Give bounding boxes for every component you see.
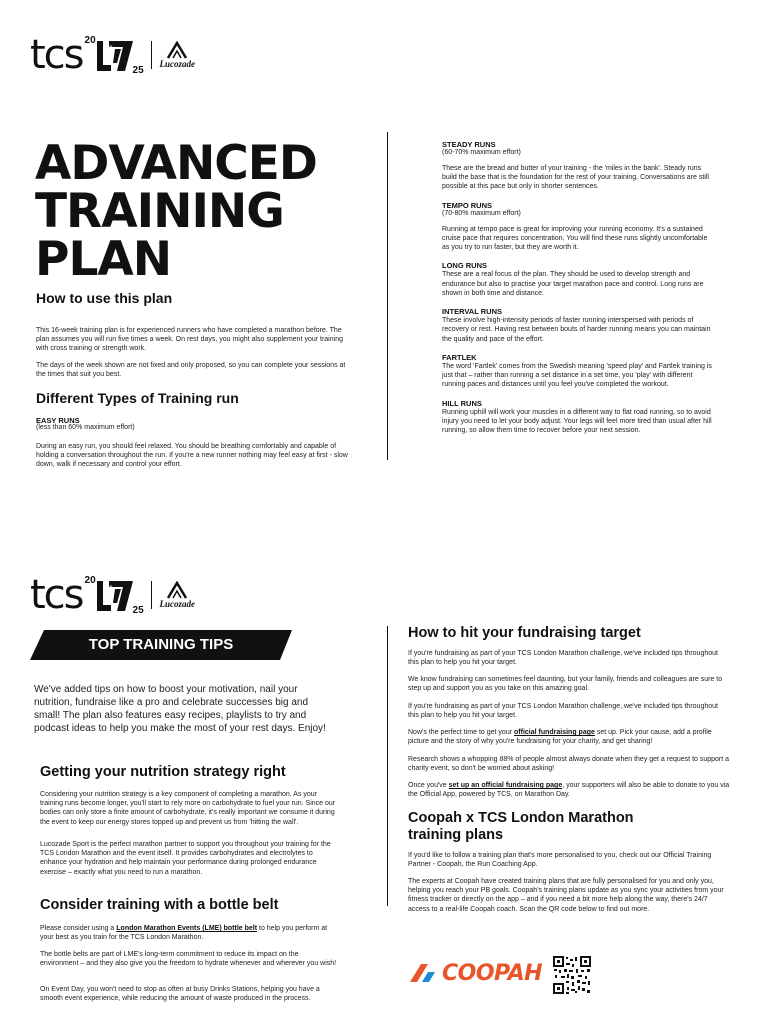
run-type [442,140,714,192]
run-type-title: FARTLEK [442,352,477,362]
lm-logo-icon [95,579,135,613]
run-type-title: HILL RUNS [442,398,482,408]
qr-code-icon[interactable] [552,955,592,995]
run-type [442,353,714,390]
run-type-description: The word 'Fartlek' comes from the Swedish meaning 'speed play' and Fartlek training is just that – rather than running a set distance in a set time, you 'play' with different running paces and distances until you feel you've completed the workout. [442,362,712,389]
london-marathon-mark: 20 TCS 25 [84,575,144,616]
run-type [442,307,714,344]
coopah-paragraph: The experts at Coopah have created training plans that are fully personalised for you and only you, helping you reach your PB goals. Coopah's training plans update as you sync your activities from your fitness tracker or directly on the app – and if you need a bit more help along the way, there's 24/7 access to a real-life Coopah coach. Scan the QR code below to find out more. [408,878,724,913]
run-type-title: STEADY RUNS [442,140,496,149]
column-divider [387,626,388,906]
bottle-belt-paragraph: The bottle belts are part of LME's long-term commitment to reduce its impact on the environment – and they also give you the freedom to hydrate whenever and wherever you wish! [40,951,337,968]
nutrition-heading: Getting your nutrition strategy right [40,764,286,780]
coopah-icon [408,960,440,986]
lucozade-icon [166,581,188,599]
run-type-effort: (less than 60% maximum effort) [36,424,135,431]
nutrition-paragraph: Lucozade Sport is the perfect marathon partner to support you throughout your training for the TCS London Marathon and the event itself. It provides carbohydrates and electrolytes to enhance your hydration and help maintain your performance during prolonged endurance exercise – exactly what you need to run a marathon. [40,841,331,876]
run-type-description: These are a real focus of the plan. They should be used to develop strength and endurance but also to practise your target marathon pace and control. Long runs are shown in both time and distance. [442,271,704,297]
run-types-list [442,140,714,435]
logo-divider [151,581,152,609]
run-type-title: TEMPO RUNS [442,200,493,210]
page-title: ADVANCED TRAINING PLAN [35,136,317,287]
fundraising-paragraph: Now's the perfect time to get your official fundraising page set up. Pick your cause, add a profile picture and the story of why you're fundraising for your charity, and get sharing! [408,729,712,746]
run-type-description: These involve high-intensity periods of faster running interspersed with periods of recovery or rest. Having rest between bouts of harder running means you can maintain the quality and pace of the effort. [442,317,711,343]
run-type-title: EASY RUNS [36,416,80,425]
run-type-title: INTERVAL RUNS [442,307,503,317]
run-type [442,399,714,436]
how-to-use-heading: How to use this plan [36,290,173,306]
run-type-description: These are the bread and butter of your training - the 'miles in the bank'. Steady runs build the base that is the foundation for the rest of your training. Conversations are still possible at this pace but only in shorter sentences. [442,165,709,191]
fundraising-paragraph: If you're fundraising as part of your TCS London Marathon challenge, we've included tips throughout this plan to help you hit your target. [408,650,718,667]
bottle-belt-link[interactable]: London Marathon Events (LME) bottle belt [116,925,258,932]
run-type-effort: (70-80% maximum effort) [442,209,521,217]
logo-divider [151,41,152,69]
lucozade-logo: Lucozade [160,581,196,609]
column-divider [387,132,388,460]
run-type-effort: (60-70% maximum effort) [442,149,521,156]
tcs-logo: tcs [30,572,83,618]
coopah-paragraph: If you'd like to follow a training plan that's more personalised to you, check out our Official Training Partner - Coopah, the Run Coaching App. [408,852,712,869]
tips-banner-title: TOP TRAINING TIPS [88,636,234,653]
fundraising-heading: How to hit your fundraising target [408,625,641,641]
run-type-description: Running at tempo pace is great for improving your running economy. It's a sustained cruise pace that requires concentration. You will find these runs slightly uncomfortable as you try to run faster, but they are worth it. [442,225,708,252]
fundraising-paragraph: Research shows a whopping 88% of people almost always donate when they get a request to support a charity event, so don't be worried about asking! [408,756,730,773]
run-type-description: During an easy run, you should feel relaxed. You should be breathing comfortably and capable of holding a conversation throughout the run. If you're a new runner nothing may feel easy at first - slow down, walk if necessary and control your effort. [36,443,348,469]
lm-logo-icon [95,39,135,73]
tcs-logo: tcs [30,32,83,78]
run-type [442,261,714,298]
brand-logo [30,32,195,78]
bottle-belt-heading: Consider training with a bottle belt [40,897,279,913]
types-heading: Different Types of Training run [36,390,239,406]
how-to-use-paragraph: This 16-week training plan is for experienced runners who have completed a marathon before. The plan assumes you will run five times a week. On rest days, you might also supplement your training with cross training or strength work. [36,327,343,353]
run-type-description: Running uphill will work your muscles in a different way to flat road running, so to avoid injury you need to let your body adjust. Your legs will feel more tired than usual after hill running, so allow them time to recover before your next session. [442,408,712,434]
bottle-belt-paragraph: Please consider using a London Marathon Events (LME) bottle belt to help you perform at your best as you train for the TCS London Marathon. [40,925,328,942]
bottle-belt-paragraph: On Event Day, you won't need to stop as often at busy Drinks Stations, helping you have a smooth event experience, while reducing the amount of waste produced in the process. [40,986,320,1003]
how-to-use-paragraph: The days of the week shown are not fixed and only proposed, so you can complete your sessions at the times that suit you best. [36,362,346,379]
coopah-logo: COOPAH [408,960,542,986]
brand-logo [30,572,195,618]
tips-intro: We've added tips on how to boost your motivation, nail your nutrition, fundraise like a pro and celebrate successes big and small! The plan also features easy recipes, playlists to try and podcast ideas to help you make the most of your rest days. Enjoy! [34,684,326,734]
coopah-heading: Coopah x TCS London Marathon training plans [408,810,634,844]
nutrition-paragraph: Considering your nutrition strategy is a key component of completing a marathon. As your training runs become longer, you'll start to rely more on carbohydrate to fuel your run. Since our bodies can only store a finite amount of carbohydrate, it's really important we consume it during the event to keep our energy stores topped up and prevent us from 'hitting the wall'. [40,791,336,826]
fundraising-paragraph: Once you've set up an official fundraising page, your supporters will also be able to donate to you via the Official App, powered by TCS, on Marathon Day. [408,782,730,799]
run-type [442,201,714,253]
fundraising-paragraph: We know fundraising can sometimes feel daunting, but your family, friends and colleagues are sure to step up and support you as you take on this amazing goal. [408,676,723,693]
run-type-title: LONG RUNS [442,261,487,271]
lucozade-icon [166,41,188,59]
lucozade-logo: Lucozade [160,41,196,69]
fundraising-paragraph: If you're fundraising as part of your TCS London Marathon challenge, we've included tips throughout this plan to help you hit your target. [408,703,718,720]
official-fundraising-page-link[interactable]: official fundraising page [514,729,595,736]
london-marathon-mark: 20 TCS 25 [84,35,144,76]
setup-fundraising-page-link[interactable]: set up an official fundraising page [448,782,563,789]
